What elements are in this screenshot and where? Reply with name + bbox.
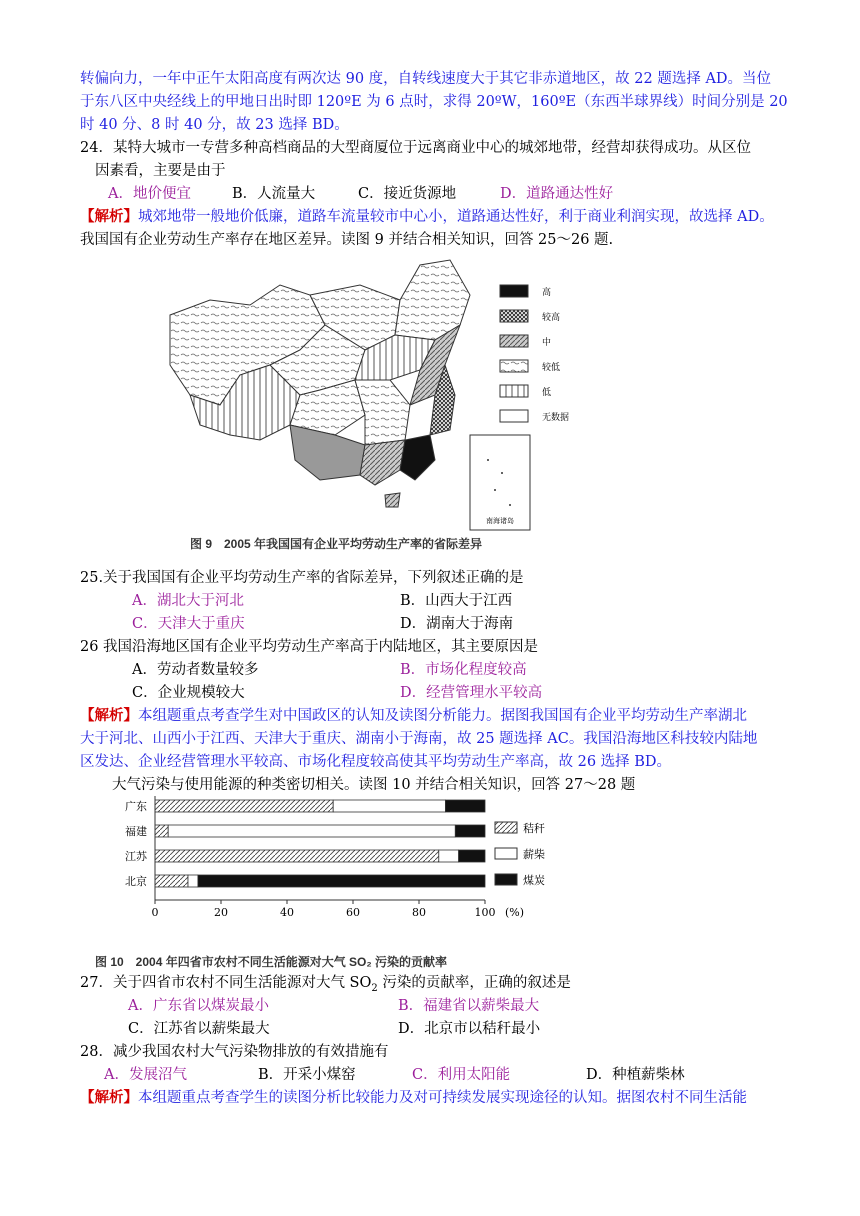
q27-stem bbox=[80, 973, 571, 999]
q24-stem-1: 24．某特大城市一专营多种高档商品的大型商厦位于远离商业中心的城郊地带，经营却获得成功。从区位 bbox=[80, 140, 751, 156]
figure-10-chart bbox=[95, 790, 615, 970]
q26-option-b: B．市场化程度较高 bbox=[400, 662, 527, 678]
legend-swatch-firewood bbox=[495, 848, 517, 859]
bar-segment bbox=[155, 825, 168, 837]
q27-stem-b: 污染的贡献率，正确的叙述是 bbox=[377, 975, 571, 991]
analysis-25-26-line-2: 大于河北、山西小于江西、天津大于重庆、湖南小于海南，故 25 题选择 AC。我国沿海地区科技较内陆地 bbox=[80, 731, 758, 747]
map-region-hainan bbox=[385, 493, 400, 507]
q24-option-d: D．道路通达性好 bbox=[500, 186, 614, 202]
bar-segment bbox=[455, 825, 485, 837]
x-tick-label: 100 bbox=[474, 906, 496, 919]
analysis-tag: 【解析】 bbox=[80, 208, 138, 225]
q26-stem: 26 我国沿海地区国有企业平均劳动生产率高于内陆地区，其主要原因是 bbox=[80, 639, 539, 655]
q24-analysis bbox=[80, 207, 774, 227]
analysis-tag: 【解析】 bbox=[80, 1089, 138, 1106]
legend-label: 无数据 bbox=[542, 412, 570, 422]
category-label: 北京 bbox=[125, 875, 147, 888]
legend-label: 煤炭 bbox=[523, 874, 545, 887]
bar-segment bbox=[155, 800, 333, 812]
category-label: 广东 bbox=[125, 800, 147, 813]
category-label: 江苏 bbox=[125, 850, 147, 863]
map-region-southwest bbox=[290, 425, 365, 480]
analysis-25-26-line-1 bbox=[80, 706, 747, 726]
bar-segment bbox=[188, 875, 198, 887]
inset-box bbox=[470, 435, 530, 530]
q26-option-d: D．经营管理水平较高 bbox=[400, 685, 543, 701]
q27-option-b: B．福建省以薪柴最大 bbox=[398, 998, 540, 1014]
q26-option-a: A．劳动者数量较多 bbox=[132, 662, 259, 678]
x-tick-label: 40 bbox=[280, 906, 294, 919]
q25-stem: 25.关于我国国有企业平均劳动生产率的省际差异，下列叙述正确的是 bbox=[80, 570, 524, 586]
x-tick-label: 80 bbox=[412, 906, 426, 919]
x-unit-label: (%) bbox=[505, 906, 525, 919]
chart-legend bbox=[495, 821, 545, 887]
q28-option-c: C．利用太阳能 bbox=[412, 1067, 511, 1083]
q24-option-a: A．地价便宜 bbox=[108, 186, 191, 202]
bar-segment bbox=[155, 850, 439, 862]
analysis-27-28-line-1 bbox=[80, 1088, 747, 1108]
legend-swatch-straw bbox=[495, 822, 517, 833]
x-tick-label: 20 bbox=[214, 906, 228, 919]
chart-category-labels bbox=[125, 799, 148, 888]
q28-stem: 28．减少我国农村大气污染物排放的有效措施有 bbox=[80, 1044, 389, 1060]
q25-option-b: B．山西大于江西 bbox=[400, 593, 513, 609]
legend-label: 高 bbox=[542, 287, 552, 297]
intro-line-3: 时 40 分、8 时 40 分，故 23 选择 BD。 bbox=[80, 117, 349, 133]
x-tick-label: 0 bbox=[151, 906, 159, 919]
q27-stem-sub: 2 bbox=[371, 982, 378, 994]
q28-option-a: A．发展沼气 bbox=[104, 1067, 187, 1083]
lead-27-28: 大气污染与使用能源的种类密切相关。读图 10 并结合相关知识，回答 27～28 题 bbox=[112, 777, 636, 793]
q27-option-c: C．江苏省以薪柴最大 bbox=[128, 1021, 270, 1037]
q25-option-a: A．湖北大于河北 bbox=[132, 593, 244, 609]
q27-option-a: A．广东省以煤炭最小 bbox=[128, 998, 269, 1014]
q28-option-d: D．种植薪柴林 bbox=[586, 1067, 685, 1083]
legend-label: 中 bbox=[542, 337, 552, 347]
q24-option-c: C．接近货源地 bbox=[358, 186, 457, 202]
category-label: 福建 bbox=[125, 825, 147, 838]
q24-option-b: B．人流量大 bbox=[232, 186, 316, 202]
analysis-25-26-line-3: 区发达、企业经营管理水平较高、市场化程度较高使其平均劳动生产率高，故 26 选择 BD。 bbox=[80, 754, 672, 770]
figure-9-map bbox=[150, 255, 690, 555]
legend-label: 低 bbox=[542, 387, 552, 397]
intro-line-2: 于东八区中央经线上的甲地日出时即 120ºE 为 6 点时，求得 20ºW，160ºE（东西半球界线）时间分别是 20 bbox=[80, 94, 788, 110]
q25-option-c: C．天津大于重庆 bbox=[132, 616, 245, 632]
q24-stem-2: 因素看，主要是由于 bbox=[95, 163, 226, 179]
bar-segment bbox=[439, 850, 459, 862]
bar-segment bbox=[333, 800, 445, 812]
bar-segment bbox=[168, 825, 455, 837]
legend-swatch-coal bbox=[495, 874, 517, 885]
q27-stem-a: 27．关于四省市农村不同生活能源对大气 SO bbox=[80, 975, 372, 991]
legend-label: 较高 bbox=[542, 312, 561, 322]
figure-10-caption: 图 10 2004 年四省市农村不同生活能源对大气 SO₂ 污染的贡献率 bbox=[95, 955, 448, 969]
analysis-text: 本组题重点考查学生对中国政区的认知及读图分析能力。据图我国国有企业平均劳动生产率湖北 bbox=[138, 708, 747, 724]
q26-option-c: C．企业规模较大 bbox=[132, 685, 245, 701]
x-tick-label: 60 bbox=[346, 906, 360, 919]
figure-9-caption: 图 9 2005 年我国国有企业平均劳动生产率的省际差异 bbox=[190, 537, 483, 551]
bar-segment bbox=[198, 875, 485, 887]
bar-segment bbox=[445, 800, 485, 812]
q28-option-b: B．开采小煤窑 bbox=[258, 1067, 356, 1083]
map-legend bbox=[500, 285, 569, 422]
q25-option-d: D．湖南大于海南 bbox=[400, 616, 514, 632]
analysis-tag: 【解析】 bbox=[80, 707, 138, 724]
inset-label: 南海诸岛 bbox=[486, 518, 514, 525]
legend-label: 秸秆 bbox=[523, 822, 545, 835]
map-region-guangxi bbox=[360, 440, 405, 485]
legend-label: 薪柴 bbox=[523, 848, 545, 861]
legend-label: 较低 bbox=[542, 362, 561, 372]
map-region-guangdong bbox=[400, 435, 435, 480]
analysis-text: 本组题重点考查学生的读图分析比较能力及对可持续发展实现途径的认知。据图农村不同生活能 bbox=[138, 1090, 747, 1106]
lead-25-26: 我国国有企业劳动生产率存在地区差异。读图 9 并结合相关知识，回答 25～26 题. bbox=[80, 232, 614, 248]
q24-analysis-text: 城郊地带一般地价低廉，道路车流量较市中心小，道路通达性好，利于商业利润实现，故选择 AD。 bbox=[138, 209, 774, 225]
chart-bars bbox=[155, 800, 485, 887]
bar-segment bbox=[155, 875, 188, 887]
intro-line-1: 转偏向力，一年中正午太阳高度有两次达 90 度，自转线速度大于其它非赤道地区，故 22 题选择 AD。当位 bbox=[80, 71, 772, 87]
bar-segment bbox=[459, 850, 485, 862]
q27-option-d: D．北京市以秸秆最小 bbox=[398, 1021, 541, 1037]
